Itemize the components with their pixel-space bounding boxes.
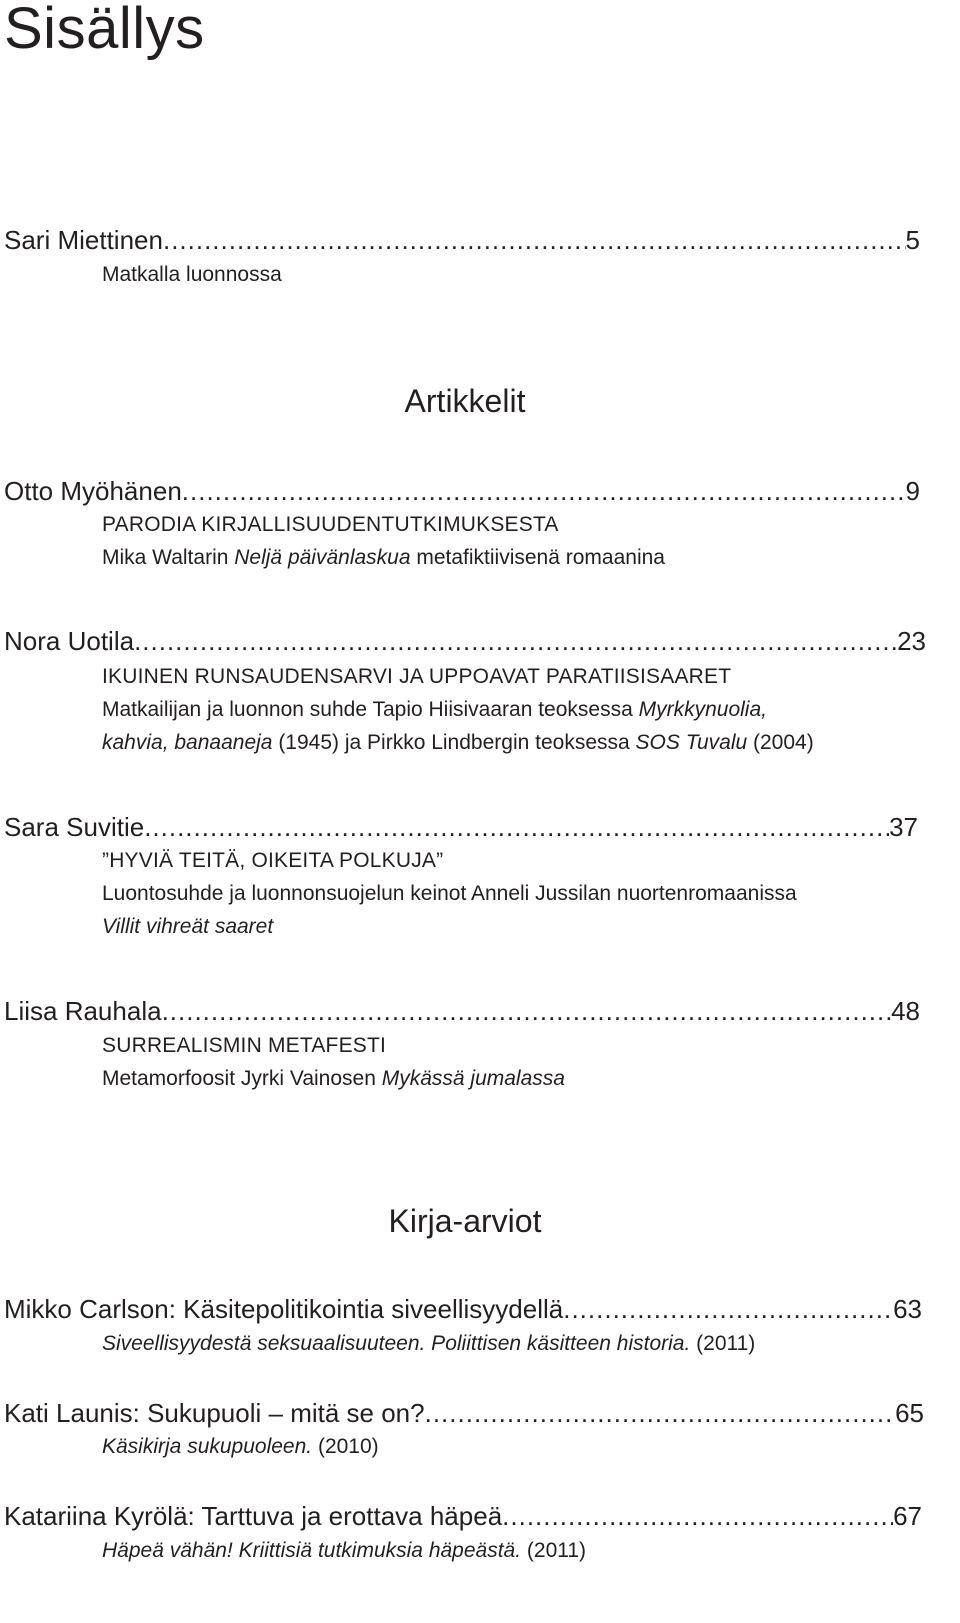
- entry-subtitle: Matkalla luonnossa: [102, 263, 282, 286]
- leader-dots: [182, 473, 906, 509]
- entry-page-number: 5: [905, 225, 920, 255]
- entry-subtitle-line-2: Villit vihreät saaret: [102, 915, 274, 938]
- entry-subtitle: Mika Waltarin Neljä päivänlaskua metafiktiivisenä romaanina: [102, 546, 665, 569]
- entry-title: IKUINEN RUNSAUDENSARVI JA UPPOAVAT PARATIISISAARET: [102, 665, 732, 688]
- entry-heading: Mikko Carlson: Käsitepolitikointia siveellisyydellä: [4, 1294, 564, 1324]
- entry-author: Nora Uotila: [4, 626, 135, 656]
- entry-book-info: Käsikirja sukupuoleen. (2010): [102, 1435, 379, 1458]
- entry-title: SURREALISMIN METAFESTI: [102, 1034, 387, 1057]
- leader-dots: [563, 1291, 893, 1327]
- toc-entry-review[interactable]: [4, 1291, 922, 1327]
- toc-entry-article[interactable]: [4, 809, 918, 845]
- entry-page-number: 48: [891, 996, 920, 1026]
- entry-subtitle-line-1: Luontosuhde ja luonnonsuojelun keinot Anneli Jussilan nuortenromaanissa: [102, 882, 797, 905]
- toc-entry-review[interactable]: [4, 1498, 922, 1534]
- toc-entry-intro[interactable]: [4, 222, 920, 258]
- leader-dots: [144, 809, 889, 845]
- entry-heading: Kati Launis: Sukupuoli – mitä se on?: [4, 1398, 425, 1428]
- leader-dots: [502, 1498, 893, 1534]
- section-heading-reviews: Kirja-arviot: [388, 1203, 542, 1239]
- toc-entry-article[interactable]: [4, 993, 920, 1029]
- page-title: Sisällys: [4, 0, 205, 61]
- entry-book-info: Häpeä vähän! Kriittisiä tutkimuksia häpeästä. (2011): [102, 1539, 587, 1562]
- entry-subtitle-line-2: kahvia, banaaneja (1945) ja Pirkko Lindbergin teoksessa SOS Tuvalu (2004): [102, 731, 814, 754]
- entry-page-number: 67: [893, 1501, 922, 1531]
- entry-title: PARODIA KIRJALLISUUDENTUTKIMUKSESTA: [102, 513, 559, 536]
- toc-entry-article[interactable]: [4, 473, 920, 509]
- entry-book-info: Siveellisyydestä seksuaalisuuteen. Poliittisen käsitteen historia. (2011): [102, 1332, 756, 1355]
- leader-dots: [163, 222, 906, 258]
- entry-page-number: 9: [905, 476, 920, 506]
- entry-title: ”HYVIÄ TEITÄ, OIKEITA POLKUJA”: [102, 849, 444, 872]
- toc-entry-review[interactable]: [4, 1395, 924, 1431]
- leader-dots: [162, 993, 892, 1029]
- leader-dots: [134, 623, 897, 659]
- entry-author: Sara Suvitie: [4, 812, 145, 842]
- entry-heading: Katariina Kyrölä: Tarttuva ja erottava häpeä: [4, 1501, 503, 1531]
- entry-page-number: 37: [889, 812, 918, 842]
- entry-author: Otto Myöhänen: [4, 476, 182, 506]
- entry-page-number: 65: [895, 1398, 924, 1428]
- entry-author: Liisa Rauhala: [4, 996, 162, 1026]
- entry-page-number: 63: [893, 1294, 922, 1324]
- section-heading-articles: Artikkelit: [404, 383, 526, 419]
- entry-subtitle-line-1: Matkailijan ja luonnon suhde Tapio Hiisivaaran teoksessa Myrkkynuolia,: [102, 698, 767, 721]
- entry-page-number: 23: [897, 626, 926, 656]
- entry-subtitle: Metamorfoosit Jyrki Vainosen Mykässä jumalassa: [102, 1067, 565, 1090]
- leader-dots: [425, 1395, 895, 1431]
- toc-entry-article[interactable]: [4, 623, 926, 659]
- entry-author: Sari Miettinen: [4, 225, 163, 255]
